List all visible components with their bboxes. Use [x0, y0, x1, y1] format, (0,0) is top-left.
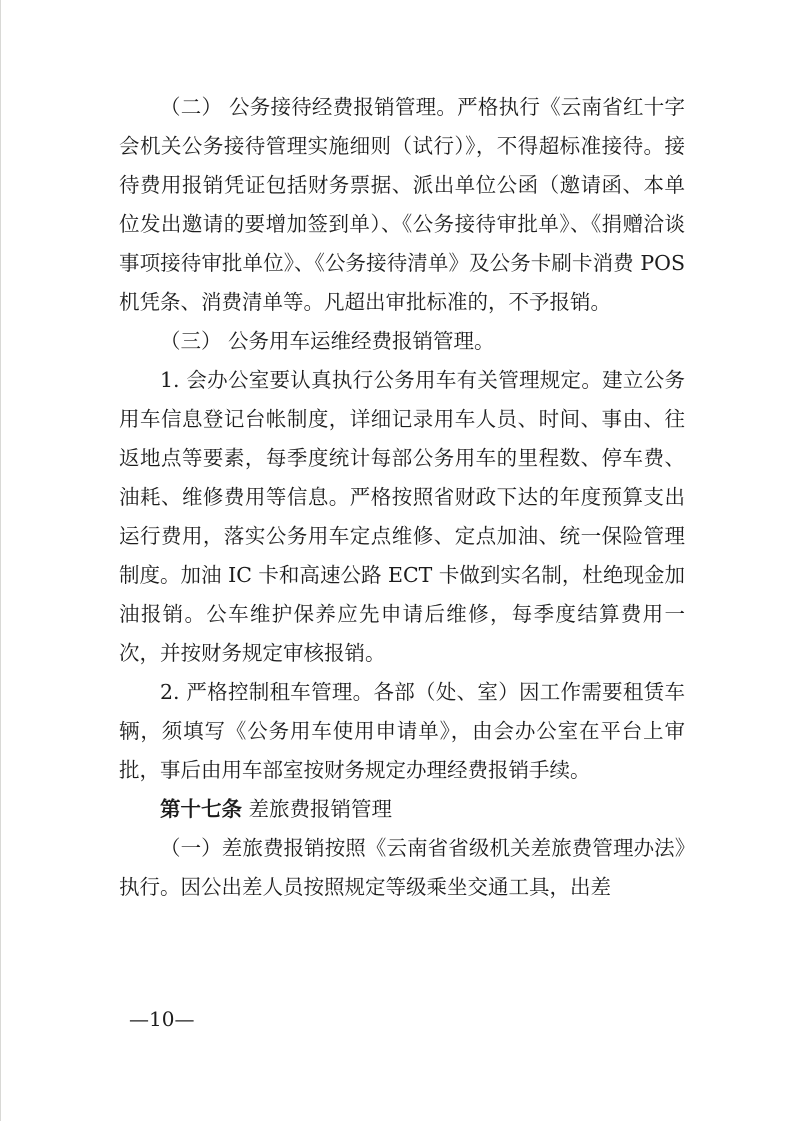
article-heading [119, 790, 685, 829]
paragraph-car-rental: 2. 严格控制租车管理。各部（处、室）因工作需要租赁车辆，须填写《公务用车使用申请单》，由会办公室在平台上审批，事后由用车部室按财务规定办理经费报销手续。 [119, 680, 685, 782]
section-heading-vehicle-expenses: （三） 公务用车运维经费报销管理。 [160, 329, 495, 353]
page-number: —10— [129, 1007, 195, 1031]
paragraph-reception-expenses: （二） 公务接待经费报销管理。严格执行《云南省红十字会机关公务接待管理实施细则（试行）》，不得超标准接待。接待费用报销凭证包括财务票据、派出单位公函（邀请函、本单位发出邀请的要增加签到单）、《公务接待审批单》、《捐赠洽谈事项接待审批单位》、《公务接待清单》及公务卡刷卡消费 POS 机凭条、消费清单等。凡超出审批标准的，不予报销。 [119, 95, 685, 314]
paragraph-vehicle-management: 1. 会办公室要认真执行公务用车有关管理规定。建立公务用车信息登记台帐制度，详细记录用车人员、时间、事由、往返地点等要素，每季度统计每部公务用车的里程数、停车费、油耗、维修费用等信息。严格按照省财政下达的年度预算支出运行费用，落实公务用车定点维修、定点加油、统一保险管理制度。加油 IC 卡和高速公路 ECT 卡做到实名制，杜绝现金加油报销。公车维护保养应先申请后维修，每季度结算费用一次，并按财务规定审核报销。 [119, 368, 685, 665]
article-number: 第十七条 [160, 797, 242, 821]
paragraph-travel-expenses: （一）差旅费报销按照《云南省省级机关差旅费管理办法》执行。因公出差人员按照规定等级乘坐交通工具，出差 [119, 836, 685, 899]
article-title: 差旅费报销管理 [242, 797, 393, 821]
document-body [119, 88, 685, 907]
